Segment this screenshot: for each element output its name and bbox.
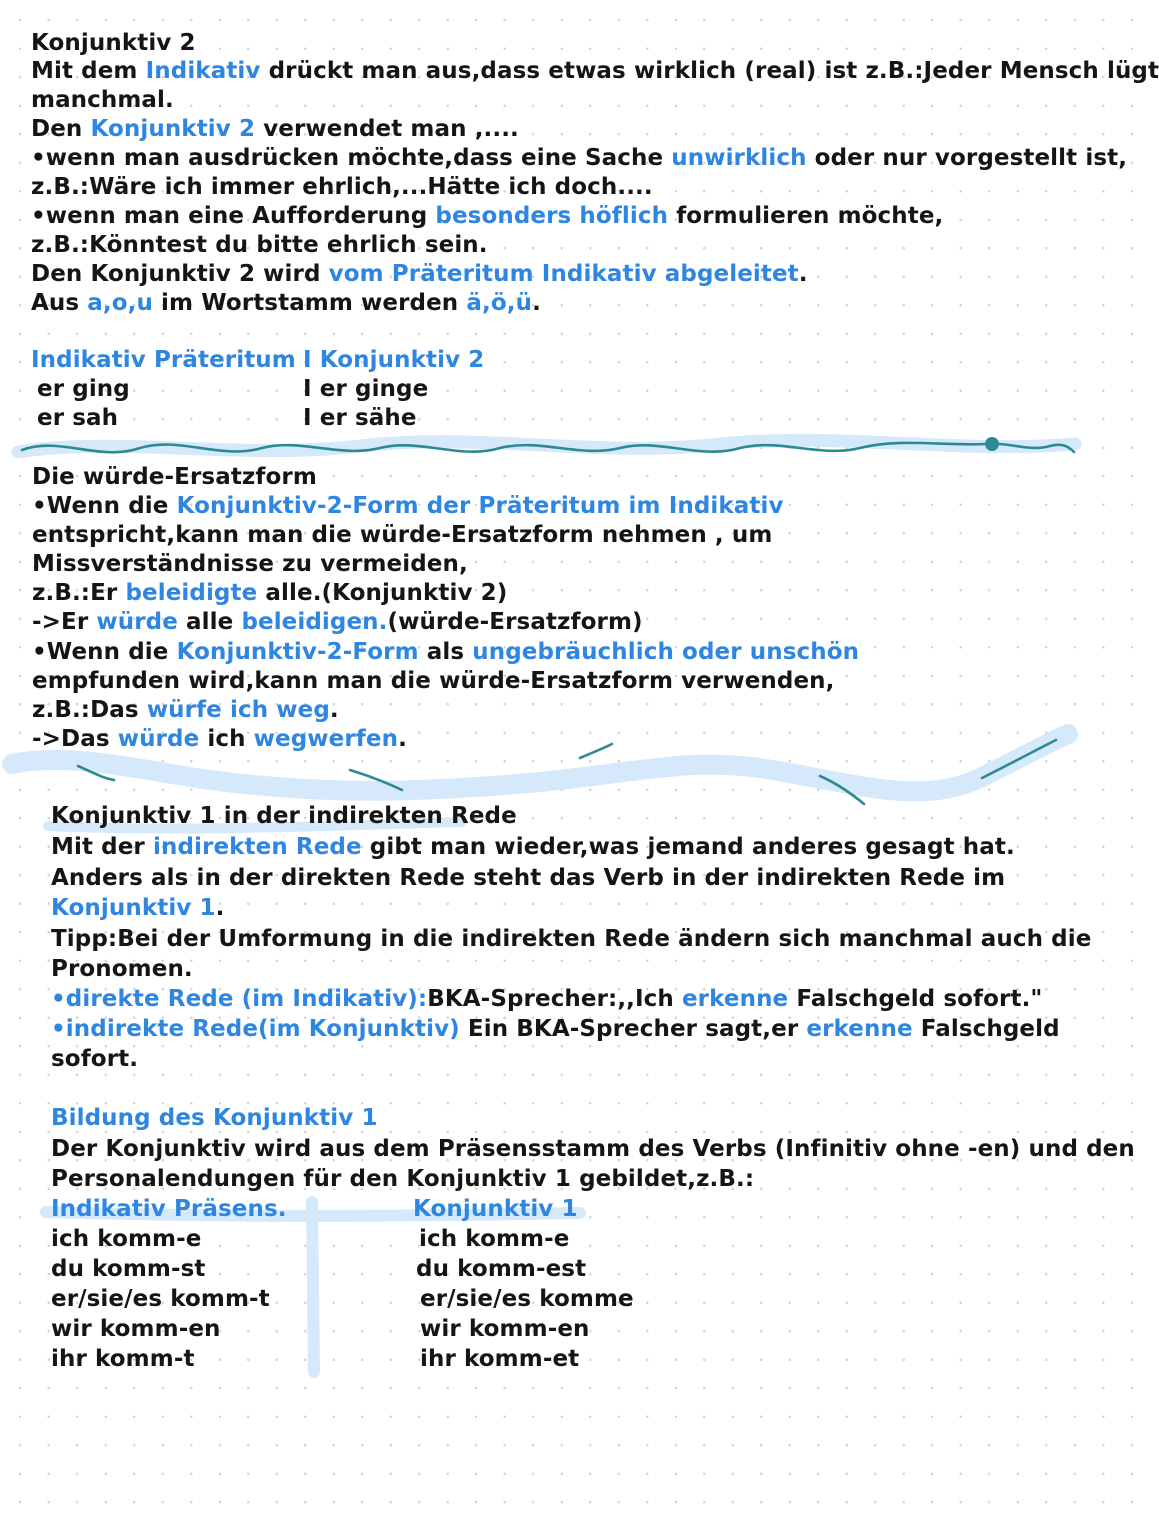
- bullet-line: •wenn man eine Aufforderung besonders höflich formulieren möchte,: [31, 203, 944, 229]
- text-line: Den Konjunktiv 2 wird vom Präteritum Indikativ abgeleitet.: [31, 261, 808, 287]
- example-line: ->Er würde alle beleidigen.(würde-Ersatzform): [32, 609, 643, 635]
- table-header-indikativ-praesens: Indikativ Präsens.: [51, 1196, 287, 1222]
- example-line: z.B.:Das würfe ich weg.: [32, 697, 339, 723]
- text-line: Der Konjunktiv wird aus dem Präsensstamm des Verbs (Infinitiv ohne -en) und den: [51, 1136, 1135, 1162]
- text-line: Missverständnisse zu vermeiden,: [32, 551, 468, 577]
- wave-divider-2-line-d: [820, 776, 864, 804]
- table-cell: ich komm-e: [51, 1226, 202, 1252]
- section-title: Konjunktiv 2: [31, 30, 196, 56]
- wave-divider-2-line-e: [982, 740, 1056, 778]
- table-cell: du komm-st: [51, 1256, 206, 1282]
- bullet-line: •Wenn die Konjunktiv-2-Form als ungebräuchlich oder unschön: [32, 639, 860, 665]
- table-column-highlight: [312, 1202, 314, 1372]
- tip-line: Pronomen.: [51, 956, 193, 982]
- text-line: Den Konjunktiv 2 verwendet man ,....: [31, 116, 519, 142]
- table-cell: ihr komm-et: [420, 1346, 580, 1372]
- section-title: Die würde-Ersatzform: [32, 464, 317, 490]
- table-header-konjunktiv: I Konjunktiv 2: [303, 347, 485, 373]
- table-cell: ihr komm-t: [51, 1346, 195, 1372]
- table-cell: du komm-est: [416, 1256, 587, 1282]
- bullet-line: •direkte Rede (im Indikativ):BKA-Sprecher:,,Ich erkenne Falschgeld sofort.": [51, 986, 1043, 1012]
- text-line: Aus a,o,u im Wortstamm werden ä,ö,ü.: [31, 290, 541, 316]
- table-header-indikativ: Indikativ Präteritum: [31, 347, 296, 373]
- bullet-line: •indirekte Rede(im Konjunktiv) Ein BKA-Sprecher sagt,er erkenne Falschgeld: [51, 1016, 1060, 1042]
- text-line: Anders als in der direkten Rede steht das Verb in der indirekten Rede im: [51, 865, 1006, 891]
- table-cell: er ging: [37, 376, 130, 402]
- text-line: Konjunktiv 1.: [51, 895, 225, 921]
- section-title: Konjunktiv 1 in der indirekten Rede: [51, 803, 517, 829]
- wave-divider-1-highlight: [18, 440, 1075, 452]
- table-cell: er/sie/es komm-t: [51, 1286, 270, 1312]
- wave-divider-2-line-a: [78, 766, 114, 780]
- example-line: ->Das würde ich wegwerfen.: [32, 726, 407, 752]
- table-cell: wir komm-en: [51, 1316, 221, 1342]
- text-line: Personalendungen für den Konjunktiv 1 gebildet,z.B.:: [51, 1166, 755, 1192]
- example-line: z.B.:Könntest du bitte ehrlich sein.: [31, 232, 488, 258]
- text-line: entspricht,kann man die würde-Ersatzform nehmen , um: [32, 522, 773, 548]
- table-cell: er/sie/es komme: [420, 1286, 634, 1312]
- bullet-line: •wenn man ausdrücken möchte,dass eine Sache unwirklich oder nur vorgestellt ist,: [31, 145, 1128, 171]
- text-line: Mit dem Indikativ drückt man aus,dass etwas wirklich (real) ist z.B.:Jeder Mensch lügt: [31, 58, 1159, 84]
- example-line: z.B.:Wäre ich immer ehrlich,...Hätte ich doch....: [31, 174, 653, 200]
- tip-line: Tipp:Bei der Umformung in die indirekten Rede ändern sich manchmal auch die: [51, 926, 1092, 952]
- bullet-line: •Wenn die Konjunktiv-2-Form der Präteritum im Indikativ: [32, 493, 784, 519]
- text-line: manchmal.: [31, 87, 174, 113]
- text-line: sofort.: [51, 1046, 139, 1072]
- table-header-konjunktiv-1: Konjunktiv 1: [413, 1196, 578, 1222]
- table-cell: wir komm-en: [420, 1316, 590, 1342]
- example-line: z.B.:Er beleidigte alle.(Konjunktiv 2): [32, 580, 508, 606]
- wave-divider-2-line-c: [580, 744, 612, 758]
- table-cell: ich komm-e: [419, 1226, 570, 1252]
- text-line: Mit der indirekten Rede gibt man wieder,was jemand anderes gesagt hat.: [51, 834, 1015, 860]
- table-cell: I er sähe: [303, 405, 417, 431]
- wave-divider-1-line: [22, 443, 1074, 452]
- wave-divider-1-dot: [985, 437, 999, 451]
- section-title: Bildung des Konjunktiv 1: [51, 1105, 378, 1131]
- table-cell: er sah: [37, 405, 119, 431]
- wave-divider-2-line-b: [350, 770, 402, 790]
- table-cell: I er ginge: [303, 376, 429, 402]
- text-line: empfunden wird,kann man die würde-Ersatzform verwenden,: [32, 668, 835, 694]
